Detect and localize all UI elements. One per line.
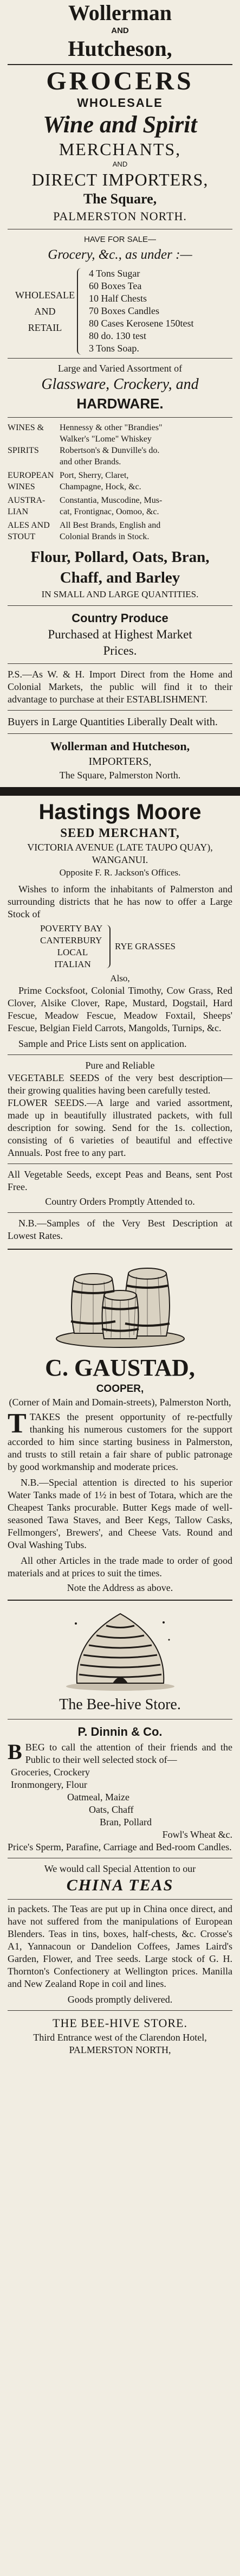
beehive-intro-text: BEG to call the attention of their friends and the Public to their well selected stock of— xyxy=(25,1742,232,1765)
divider xyxy=(8,1719,232,1720)
stock-label: AND xyxy=(34,305,56,317)
prices-heading: Prices. xyxy=(103,644,137,657)
wines-row xyxy=(8,422,232,433)
rye-item: POVERTY BAY xyxy=(40,923,103,934)
stock-item: Groceries, Crockery xyxy=(11,1767,90,1778)
stock-item: 10 Half Chests xyxy=(89,293,147,304)
country-orders-text: Country Orders Promptly Attended to. xyxy=(45,1196,195,1207)
seed-merchant-heading: SEED MERCHANT, xyxy=(60,826,180,840)
wines-row xyxy=(8,520,232,531)
stock-item: 80 do. 130 test xyxy=(89,330,146,341)
wines-description: and other Brands. xyxy=(60,457,121,466)
beehive-town: PALMERSTON NORTH, xyxy=(69,2044,171,2055)
small-large-quantities: IN SMALL AND LARGE QUANTITIES. xyxy=(41,589,199,599)
wines-category: WINES xyxy=(8,482,35,491)
heading-direct-importers: DIRECT IMPORTERS, xyxy=(31,170,209,189)
stock-item: 4 Tons Sugar xyxy=(89,268,140,279)
stock-label: WHOLESALE xyxy=(15,289,75,301)
grocery-heading: Grocery, &c., as under :— xyxy=(48,247,192,262)
beehive-stock-list xyxy=(8,1766,232,1841)
wines-description: Robertson's & Dunville's do. xyxy=(60,446,160,455)
goods-delivered: Goods promptly delivered. xyxy=(67,1994,173,2005)
flour-heading: Flour, Pollard, Oats, Bran, xyxy=(30,548,210,566)
glassware-heading: Glassware, Crockery, and xyxy=(41,376,199,393)
ad-beehive-store xyxy=(8,1607,232,2056)
beehive-intro xyxy=(8,1741,232,1766)
postscript-text: P.S.—As W. & H. Import Direct from the Home and Colonial Markets, the public will find it to their advantage to purchase at their ESTABLISHMENT. xyxy=(8,669,232,705)
wines-description: Champagne, Hock, &c. xyxy=(60,482,141,491)
divider xyxy=(8,710,232,711)
address-town: PALMERSTON NORTH. xyxy=(53,209,187,223)
ad-gaustad-cooper xyxy=(8,1257,232,1594)
heading-wine-spirit: Wine and Spirit xyxy=(43,111,197,138)
seeds-posted-text: All Vegetable Seeds, except Peas and Beans, sent Post Free. xyxy=(8,1169,232,1192)
hardware-heading: HARDWARE. xyxy=(76,395,164,412)
wines-row xyxy=(8,531,232,542)
cooper-barrels-illustration xyxy=(53,1257,188,1351)
stock-item: 70 Boxes Candles xyxy=(89,305,159,316)
wines-row xyxy=(8,445,232,456)
wines-category: EUROPEAN xyxy=(8,471,54,480)
ad-title-wollerman: Wollerman xyxy=(68,1,172,25)
stock-item: 3 Tons Soap. xyxy=(89,343,139,354)
pure-reliable: Pure and Reliable xyxy=(85,1060,155,1071)
rye-item: LOCAL xyxy=(57,947,88,957)
gaustad-nb-text: N.B.—Special attention is directed to his superior Water Tanks made of 1½ in best of Totara, which are the Cheapest Tanks procurable. Butter Kegs made of well-seasoned Tawa Staves, and Beer Kegs, Tallow Casks, Fellmongers', Brewers', and Cheese Vats. Round and Oval Washing Tubs. xyxy=(8,1477,232,1550)
divider xyxy=(8,1899,232,1900)
signature-importers: IMPORTERS, xyxy=(88,756,152,768)
also-text: Also, xyxy=(110,973,130,983)
grocery-stock-right xyxy=(89,267,193,355)
special-attention: We would call Special Attention to our xyxy=(44,1863,196,1874)
chaff-heading: Chaff, and Barley xyxy=(60,569,180,586)
divider xyxy=(8,663,232,664)
rye-item: CANTERBURY xyxy=(40,935,102,945)
wines-row xyxy=(8,433,232,445)
wines-description: Port, Sherry, Claret, xyxy=(60,471,129,480)
signature-address: The Square, Palmerston North. xyxy=(59,770,181,781)
wines-category: AUSTRA- xyxy=(8,496,46,505)
divider xyxy=(8,64,232,65)
wines-description: All Best Brands, English and xyxy=(60,521,161,530)
divider xyxy=(8,605,232,606)
grocery-stock-table xyxy=(13,267,232,355)
large-varied: Large and Varied Assortment of xyxy=(57,363,183,374)
conjunction-and: AND xyxy=(112,160,128,168)
china-teas-heading: CHINA TEAS xyxy=(66,1876,174,1894)
ad-title-gaustad: C. GAUSTAD, xyxy=(45,1354,195,1381)
wines-category: SPIRITS xyxy=(8,446,39,455)
rye-list xyxy=(40,923,105,970)
wines-description: Colonial Brands in Stock. xyxy=(60,532,150,541)
ad-wollerman-hutcheson xyxy=(8,0,232,782)
nb-samples-text: N.B.—Samples of the Very Best Description at Lowest Rates. xyxy=(8,1218,232,1241)
divider xyxy=(8,417,232,418)
stock-item: 60 Boxes Tea xyxy=(89,280,142,291)
divider xyxy=(8,1212,232,1213)
divider xyxy=(8,1600,232,1601)
address-square: The Square, xyxy=(83,191,157,207)
gaustad-note-address: Note the Address as above. xyxy=(67,1582,173,1593)
cooper-heading: COOPER, xyxy=(96,1383,144,1395)
stock-item: Fowl's Wheat &c. xyxy=(162,1829,232,1840)
stock-item: Oats, Chaff xyxy=(89,1804,134,1815)
candles-text: Price's Sperm, Parafine, Carriage and Bed-room Candles. xyxy=(8,1842,232,1852)
address-victoria-avenue: VICTORIA AVENUE (LATE TAUPO QUAY), WANGANUI. xyxy=(27,842,213,865)
ad-title-hastings-moore: Hastings Moore xyxy=(38,800,202,824)
wines-category: ALES AND xyxy=(8,521,50,530)
rye-item: ITALIAN xyxy=(54,959,91,969)
column-separator-bar xyxy=(0,787,240,796)
divider xyxy=(8,358,232,359)
country-produce-heading: Country Produce xyxy=(72,611,168,625)
grocery-stock-left xyxy=(13,287,77,336)
rye-grasses-label: RYE GRASSES xyxy=(115,941,176,951)
grasses-list: Prime Cocksfoot, Colonial Timothy, Cow Grass, Red Clover, Alsike Clover, Rape, Mustard, Dogstail, Hard Fescue, Meadow Fescue, Meadow Foxtail, Sheeps' Fescue, Belgian Field Carrots, Mangolds, Turnips, &c. xyxy=(8,985,232,1033)
heading-wholesale: WHOLESALE xyxy=(77,96,163,110)
drop-cap-letter: T xyxy=(8,1408,27,1439)
buyers-text: Buyers in Large Quantities Liberally Dealt with. xyxy=(8,716,218,728)
wines-row xyxy=(8,456,232,468)
ad-title-hutcheson: Hutcheson, xyxy=(68,36,172,61)
firm-name: P. Dinnin & Co. xyxy=(77,1725,163,1738)
drop-cap-letter: B xyxy=(8,1740,22,1764)
ad-title-beehive: The Bee-hive Store. xyxy=(59,1696,181,1713)
divider xyxy=(8,1249,232,1250)
heading-grocers: GROCERS xyxy=(46,67,194,95)
wines-description: Hennessy & other "Brandies" xyxy=(60,423,163,432)
gaustad-body: TAKES the present opportunity of re-pectfully thanking his numerous customers for the support accorded to him since starting business in Palmerston, and trusts to still retain a fair share of public patronage by good workmanship and moderate prices. xyxy=(8,1411,232,1472)
purchased-heading: Purchased at Highest Market xyxy=(48,628,192,641)
stock-item: Ironmongery, Flour xyxy=(11,1779,87,1790)
teas-description: in packets. The Teas are put up in China once direct, and have not suffered from the manipulations of European Blenders. Teas in tins, boxes, half-chests, &c. Crosse's A1, Yannacoun or Dandelion Coffees, James Laird's Garden, Flower, and Tree seeds. Large stock of G. H. Thornton's Confectionery at Wellington prices. Manilla and New Zealand Rope in coil and lines. xyxy=(8,1903,232,1989)
wishes-text: Wishes to inform the inhabitants of Palmerston and surrounding districts that he has now to offer a Large Stock of xyxy=(8,884,232,919)
wines-category xyxy=(8,433,60,445)
heading-merchants: MERCHANTS, xyxy=(59,139,181,159)
conjunction-and: AND xyxy=(111,26,129,35)
sample-price-lists: Sample and Price Lists sent on application. xyxy=(18,1038,187,1049)
gaustad-thanks-text xyxy=(8,1408,232,1473)
divider xyxy=(8,1054,232,1055)
stock-item: Bran, Pollard xyxy=(100,1817,152,1827)
stock-item: 80 Cases Kerosene 150test xyxy=(89,318,194,329)
wines-row xyxy=(8,495,232,506)
wines-description: Constantia, Muscodine, Mus- xyxy=(60,496,163,505)
wines-category xyxy=(8,456,60,468)
brace xyxy=(105,925,111,968)
ad-hastings-moore xyxy=(8,796,232,1242)
wines-description: Walker's "Lome" Whiskey xyxy=(60,434,152,444)
wines-category: LIAN xyxy=(8,507,29,516)
opposite-offices: Opposite F. R. Jackson's Offices. xyxy=(59,867,181,878)
brace xyxy=(77,268,83,355)
divider xyxy=(8,733,232,734)
flower-seeds-text: FLOWER SEEDS.—A large and varied assortment, made up in beautifully illustrated packets, with full description for sowing. Send for the 1s. collection, consisting of 6 varieties of beautiful and effective Annuals. Post free to any part. xyxy=(8,1097,232,1158)
wines-row xyxy=(8,506,232,517)
corner-address: (Corner of Main and Domain-streets), Palmerston North, xyxy=(9,1397,231,1408)
gaustad-other-articles: All other Articles in the trade made to order of good materials and at prices to suit the times. xyxy=(8,1555,232,1578)
stock-label: RETAIL xyxy=(28,322,62,333)
wines-spirits-table xyxy=(8,422,232,542)
wines-row xyxy=(8,481,232,493)
entrance-address: Third Entrance west of the Clarendon Hotel, xyxy=(33,2032,207,2043)
beehive-store-heading: THE BEE-HIVE STORE. xyxy=(53,2016,187,2030)
have-for-sale: HAVE FOR SALE— xyxy=(83,235,157,244)
wines-description: cat, Frontignac, Oomoo, &c. xyxy=(60,507,159,516)
wines-row xyxy=(8,470,232,481)
stock-item: Oatmeal, Maize xyxy=(67,1792,129,1802)
wines-category: WINES & xyxy=(8,423,44,432)
divider xyxy=(8,2010,232,2011)
vegetable-seeds-text: VEGETABLE SEEDS of the very best description—their growing qualities having been carefully tested. xyxy=(8,1072,232,1096)
rye-grasses-table xyxy=(40,923,232,970)
signature-names: Wollerman and Hutcheson, xyxy=(50,739,190,753)
beehive-illustration xyxy=(61,1607,180,1692)
wines-category: STOUT xyxy=(8,532,36,541)
